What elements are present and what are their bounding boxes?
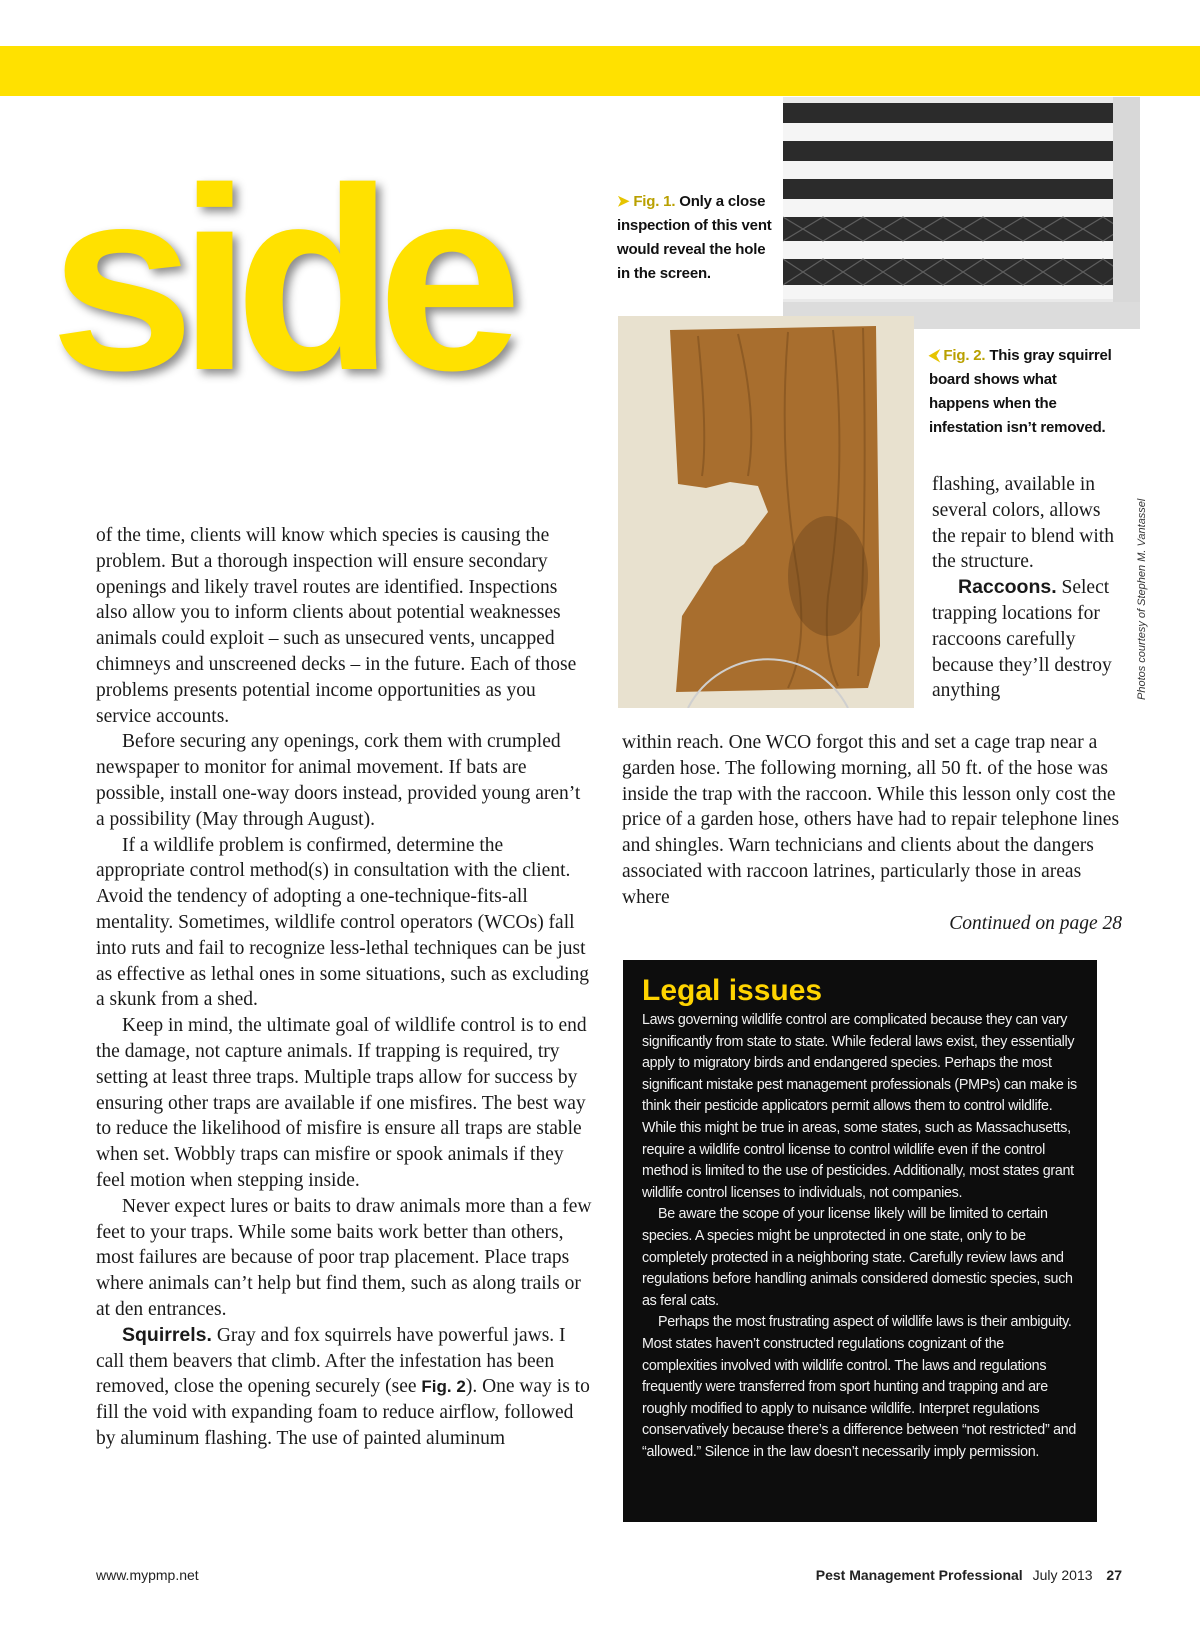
- footer-page-number: 27: [1106, 1567, 1122, 1583]
- fig2-reference: Fig. 2: [421, 1377, 466, 1397]
- paragraph: within reach. One WCO forgot this and set a cage trap near a garden hose. The following morning, all 50 ft. of the hose was inside the trap with the raccoon. While this lesson only cost the price of a garden hose, others have had to repair telephone lines and shingles. Warn technicians and clients about the dangers associated with raccoon latrines, particularly those in areas where: [622, 732, 1120, 908]
- paragraph: Never expect lures or baits to draw animals more than a few feet to your traps. While some baits work better than others, most failures are because of poor trap placement. Place traps where animals can’t help but find them, such as along trails or at den entrances.: [96, 1195, 592, 1320]
- footer-date: July 2013: [1032, 1567, 1093, 1583]
- fig2-label: Fig. 2.: [943, 347, 986, 364]
- paragraph: of the time, clients will know which species is causing the problem. But a thorough inspection will ensure secondary openings and likely travel routes are identified. Inspections also allow you to inform clients about potential weaknesses animals could exploit – such as unsecured vents, uncapped chimneys and unscreened decks – in the future. Each of those problems presents potential income opportunities as you service accounts.: [96, 525, 577, 727]
- subhead-squirrels: Squirrels.: [122, 1323, 212, 1346]
- left-column: [96, 523, 592, 1452]
- paragraph: Before securing any openings, cork them with crumpled newspaper to monitor for animal movement. If bats are possible, install one-way doors instead, provided young aren’t a possibility (May through August).: [96, 731, 581, 830]
- arrow-right-icon: ➤: [617, 193, 630, 210]
- photo-credit: Photos courtesy of Stephen M. Vantassel: [1136, 498, 1148, 700]
- fig2-caption: [929, 344, 1119, 440]
- paragraph-squirrels: [96, 1323, 592, 1452]
- fig1-label: Fig. 1.: [633, 193, 676, 210]
- squirrel-board-photo: [618, 316, 914, 708]
- paragraph-text: Gray and fox squirrels have powerful jaws. I call them beavers that climb. After the infestation has been removed, close the opening securely (see: [96, 1324, 566, 1398]
- sidebar-paragraph: Perhaps the most frustrating aspect of wildlife laws is their ambiguity. Most states haven’t constructed regulations cognizant of the complexities involved with wildlife control. The laws and regulations frequently were transferred from sport hunting and trapping and are roughly modified to apply to nuisance wildlife. Interpret regulations conservatively because there’s a difference between “not restricted” and “allowed.” Silence in the law doesn’t necessarily imply permission.: [642, 1314, 1077, 1460]
- paragraph-text: Select trapping locations for raccoons carefully because they’ll destroy anything: [932, 577, 1112, 702]
- paragraph-text: ). One way is to fill the void with expanding foam to reduce airflow, followed by aluminum flashing. The use of painted aluminum: [96, 1376, 590, 1449]
- continued-note: Continued on page 28: [949, 912, 1122, 934]
- paragraph: Keep in mind, the ultimate goal of wildlife control is to end the damage, not capture animals. If trapping is required, try setting at least three traps. Multiple traps allow for success by ensuring other traps are available if one misfires. The best way to reduce the likelihood of misfire is ensure all traps are stable when set. Wobbly traps can misfire or spook animals if they feel motion when stepping inside.: [96, 1015, 587, 1191]
- footer-publication: Pest Management Professional: [815, 1567, 1023, 1583]
- paragraph: flashing, available in several colors, allows the repair to blend with the structure.: [932, 474, 1114, 573]
- fig2-text: This gray squirrel board shows what happens when the infestation isn’t removed.: [929, 347, 1112, 436]
- top-color-band: [0, 46, 1200, 96]
- sidebar-paragraph: Be aware the scope of your license likely will be limited to certain species. A species might be unprotected in one state, only to be completely protected in a neighboring state. Carefully review laws and regulations before handling animals considered domestic species, such as feral cats.: [642, 1206, 1073, 1309]
- vent-photo: [783, 97, 1140, 329]
- sidebar-paragraph: Laws governing wildlife control are complicated because they can vary significantly from state to state. While federal laws exist, they essentially apply to migratory birds and endangered species. Perhaps the most significant mistake pest management professionals (PMPs) can make is think their pesticide applicators permit allows them to control wildlife. While this might be true in areas, some states, such as Massachusetts, require a wildlife control license to control wildlife even if the control method is limited to the use of pesticides. Additionally, most states grant wildlife control licenses to individuals, not companies.: [642, 1012, 1077, 1201]
- fig1-caption: [617, 190, 777, 286]
- footer-url[interactable]: www.mypmp.net: [96, 1567, 199, 1583]
- footer-publication-info: [816, 1567, 1122, 1583]
- right-narrow-column: [932, 472, 1124, 704]
- fig1-text: Only a close inspection of this vent would reveal the hole in the screen.: [617, 193, 772, 282]
- legal-issues-sidebar: [623, 960, 1097, 1522]
- right-wide-column: [622, 730, 1122, 936]
- sidebar-title: Legal issues: [642, 974, 823, 1007]
- paragraph: If a wildlife problem is confirmed, determine the appropriate control method(s) in consultation with the client. Avoid the tendency of adopting a one-technique-fits-all mentality. Sometimes, wildlife control operators (WCOs) fall into ruts and fail to recognize less-lethal techniques can be just as effective as lethal ones in some situations, such as excluding a skunk from a shed.: [96, 834, 589, 1011]
- subhead-raccoons: Raccoons.: [958, 576, 1057, 599]
- arrow-left-icon: ⮜: [929, 347, 940, 364]
- headline-word: side: [50, 135, 507, 425]
- paragraph-raccoons: [932, 575, 1124, 704]
